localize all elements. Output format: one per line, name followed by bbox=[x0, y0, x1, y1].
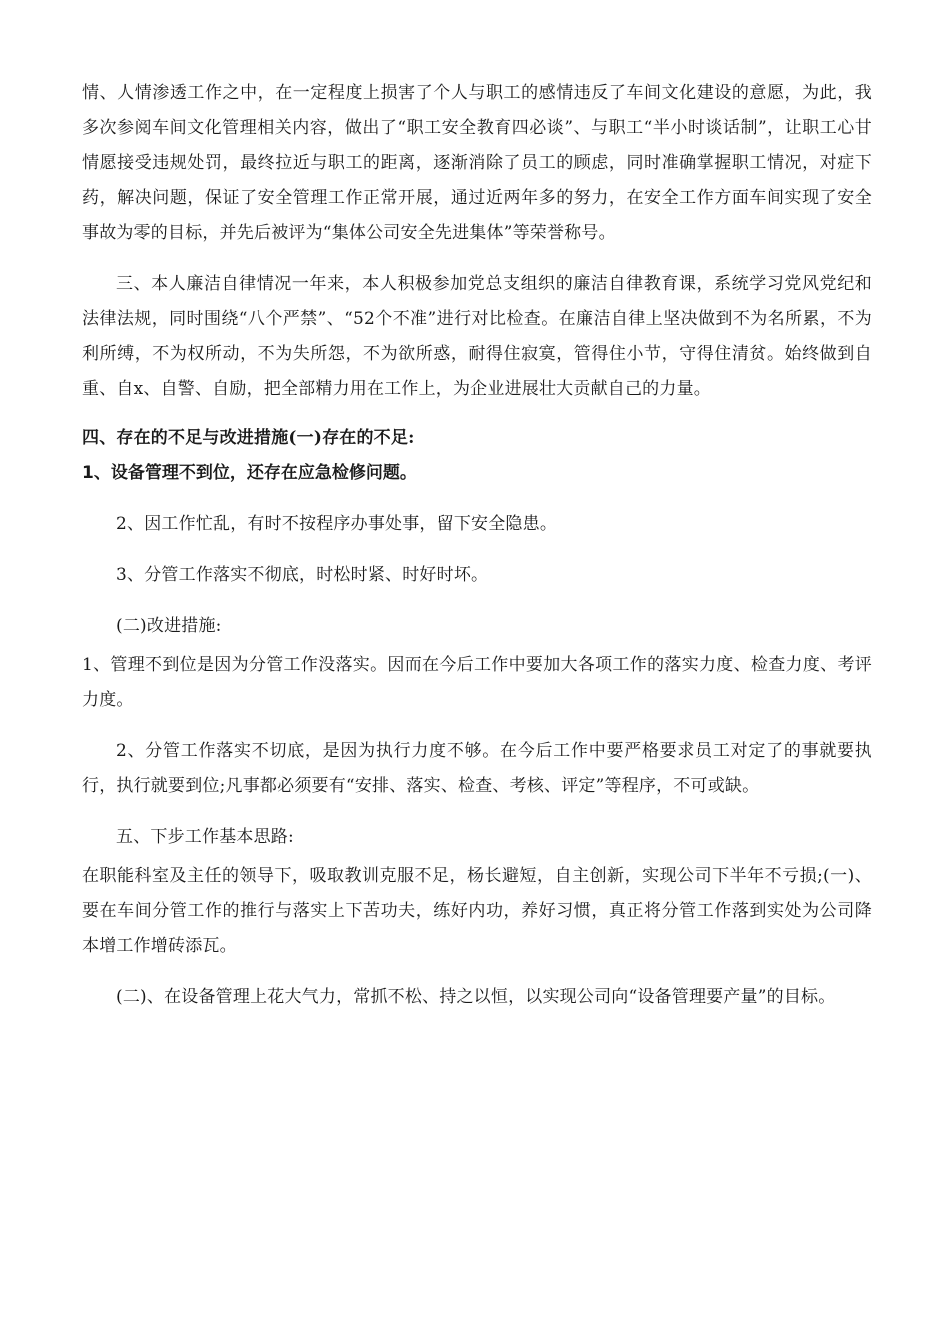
document-page bbox=[82, 76, 872, 1015]
shortcoming-item-2: 2、因工作忙乱，有时不按程序办事处事，留下安全隐患。 bbox=[116, 514, 558, 534]
section-5-heading: 五、下步工作基本思路: bbox=[116, 827, 294, 847]
shortcoming-item-3: 3、分管工作落实不彻底，时松时紧、时好时坏。 bbox=[116, 565, 489, 585]
section-5-item-2: (二)、在设备管理上花大气力，常抓不松、持之以恒，以实现公司向“设备管理要产量”的目标。 bbox=[116, 987, 836, 1007]
paragraph-continuation: 情、人情渗透工作之中，在一定程度上损害了个人与职工的感情违反了车间文化建设的意愿，为此，我多次参阅车间文化管理相关内容，做出了“职工安全教育四必谈”、与职工“半小时谈话制”，让职工心甘情愿接受违规处罚，最终拉近与职工的距离，逐渐消除了员工的顾虑，同时准确掌握职工情况，对症下药，解决问题，保证了安全管理工作正常开展，通过近两年多的努力，在安全工作方面车间实现了安全事故为零的目标，并先后被评为“集体公司安全先进集体”等荣誉称号。 bbox=[82, 83, 872, 243]
paragraph-section-3: 三、本人廉洁自律情况一年来，本人积极参加党总支组织的廉洁自律教育课，系统学习党风党纪和法律法规，同时围绕“八个严禁”、“52个不准”进行对比检查。在廉洁自律上坚决做到不为名所累，不为利所缚，不为权所动，不为失所怨，不为欲所惑，耐得住寂寞，管得住小节，守得住清贫。始终做到自重、自x、自警、自励，把全部精力用在工作上，为企业进展壮大贡献自己的力量。 bbox=[82, 274, 872, 399]
section-5-intro: 在职能科室及主任的领导下，吸取教训克服不足，杨长避短，自主创新，实现公司下半年不亏损;(一)、要在车间分管工作的推行与落实上下苦功夫，练好内功，养好习惯，真正将分管工作落到实处为公司降本增工作增砖添瓦。 bbox=[82, 866, 872, 956]
improvement-item-1: 1、管理不到位是因为分管工作没落实。因而在今后工作中要加大各项工作的落实力度、检查力度、考评力度。 bbox=[82, 655, 872, 710]
section-4-heading: 四、存在的不足与改进措施(一)存在的不足: bbox=[82, 428, 415, 448]
improvement-heading: (二)改进措施: bbox=[116, 616, 222, 636]
improvement-item-2: 2、分管工作落实不切底，是因为执行力度不够。在今后工作中要严格要求员工对定了的事就要执行，执行就要到位;凡事都必须要有“安排、落实、检查、考核、评定”等程序，不可或缺。 bbox=[82, 741, 872, 796]
shortcoming-item-1: 1、设备管理不到位，还存在应急检修问题。 bbox=[82, 463, 417, 483]
